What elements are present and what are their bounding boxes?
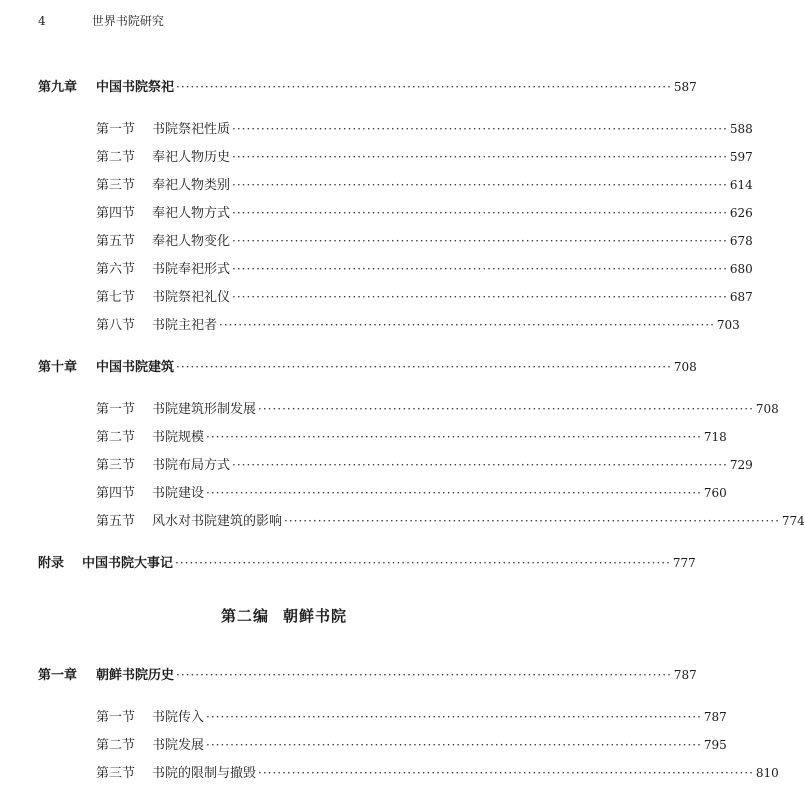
- dot-leader: ·······································································································: [206, 738, 702, 752]
- dot-leader: ·······································································································: [206, 430, 702, 444]
- page-ref: 588: [729, 122, 753, 136]
- toc-appendix-entry[interactable]: [38, 552, 696, 571]
- section-label: 第八节: [96, 318, 136, 333]
- appendix-label: 附录: [38, 556, 65, 571]
- toc-chapter-entry[interactable]: [38, 76, 697, 95]
- toc-section-entry[interactable]: [96, 426, 727, 445]
- section-title: 书院祭祀礼仪: [152, 290, 231, 305]
- dot-leader: ·······································································································: [232, 178, 728, 192]
- toc-chapter-entry[interactable]: [38, 356, 697, 375]
- section-label: 第四节: [96, 486, 136, 501]
- section-title: 奉祀人物类别: [152, 178, 231, 193]
- page-ref: 680: [729, 262, 753, 276]
- section-title: 书院的限制与撤毁: [152, 766, 257, 781]
- toc-section-entry[interactable]: [96, 734, 727, 753]
- section-label: 第六节: [96, 262, 136, 277]
- dot-leader: ·······································································································: [206, 486, 702, 500]
- dot-leader: ·······································································································: [176, 360, 672, 374]
- section-title: 书院祭祀性质: [152, 122, 231, 137]
- section-title: 奉祀人物历史: [152, 150, 231, 165]
- dot-leader: ·······································································································: [232, 262, 728, 276]
- section-label: 第三节: [96, 458, 136, 473]
- section-title: 书院布局方式: [152, 458, 231, 473]
- section-label: 第七节: [96, 290, 136, 305]
- dot-leader: ·······································································································: [258, 766, 754, 780]
- page-ref: 587: [673, 80, 697, 94]
- page-number: 4: [38, 14, 46, 28]
- section-label: 第五节: [96, 514, 136, 529]
- dot-leader: ·······································································································: [232, 458, 728, 472]
- toc-section-entry[interactable]: [96, 454, 753, 473]
- chapter-title: 朝鲜书院历史: [96, 668, 175, 683]
- chapter-title: 中国书院祭祀: [96, 80, 175, 95]
- dot-leader: ·······································································································: [232, 290, 728, 304]
- page-ref: 810: [755, 766, 779, 780]
- toc-section-entry[interactable]: [96, 286, 753, 305]
- chapter-label: 第九章: [38, 80, 78, 95]
- dot-leader: ·······································································································: [232, 150, 728, 164]
- dot-leader: ·······································································································: [219, 318, 715, 332]
- section-label: 第四节: [96, 206, 136, 221]
- page-ref: 708: [755, 402, 779, 416]
- chapter-label: 第一章: [38, 668, 78, 683]
- part-heading: [0, 605, 568, 626]
- page-ref: 597: [729, 150, 753, 164]
- toc-section-entry[interactable]: [96, 398, 779, 417]
- section-title: 书院传入: [152, 710, 205, 725]
- section-label: 第一节: [96, 122, 136, 137]
- toc-section-entry[interactable]: [96, 706, 727, 725]
- page-ref: 777: [672, 556, 696, 570]
- chapter-label: 第十章: [38, 360, 78, 375]
- running-header: [38, 12, 164, 29]
- page-ref: 678: [729, 234, 753, 248]
- section-label: 第二节: [96, 150, 136, 165]
- page-ref: 774: [781, 514, 805, 528]
- dot-leader: ·······································································································: [176, 668, 672, 682]
- dot-leader: ·······································································································: [232, 206, 728, 220]
- section-title: 书院建筑形制发展: [152, 402, 257, 417]
- section-label: 第一节: [96, 402, 136, 417]
- page-ref: 614: [729, 178, 753, 192]
- page-ref: 729: [729, 458, 753, 472]
- dot-leader: ·······································································································: [206, 710, 702, 724]
- toc-section-entry[interactable]: [96, 202, 753, 221]
- section-label: 第一节: [96, 710, 136, 725]
- toc-section-entry[interactable]: [96, 762, 779, 781]
- section-title: 书院奉祀形式: [152, 262, 231, 277]
- dot-leader: ·······································································································: [232, 234, 728, 248]
- section-title: 风水对书院建筑的影响: [152, 514, 283, 529]
- page-ref: 626: [729, 206, 753, 220]
- page-ref: 760: [703, 486, 727, 500]
- page-ref: 708: [673, 360, 697, 374]
- dot-leader: ·······································································································: [232, 122, 728, 136]
- section-title: 书院主祀者: [152, 318, 218, 333]
- toc-section-entry[interactable]: [96, 510, 805, 529]
- page-ref: 687: [729, 290, 753, 304]
- section-label: 第三节: [96, 178, 136, 193]
- chapter-title: 中国书院建筑: [96, 360, 175, 375]
- section-title: 奉祀人物变化: [152, 234, 231, 249]
- page-ref: 787: [673, 668, 697, 682]
- toc-section-entry[interactable]: [96, 146, 753, 165]
- running-title: 世界书院研究: [91, 14, 164, 28]
- page-ref: 718: [703, 430, 727, 444]
- appendix-title: 中国书院大事记: [82, 556, 174, 571]
- section-label: 第二节: [96, 738, 136, 753]
- section-label: 第三节: [96, 766, 136, 781]
- dot-leader: ·······································································································: [176, 80, 672, 94]
- page-ref: 703: [716, 318, 740, 332]
- toc-chapter-entry[interactable]: [38, 664, 697, 683]
- toc-section-entry[interactable]: [96, 230, 753, 249]
- section-label: 第二节: [96, 430, 136, 445]
- part-title-text: 朝鲜书院: [283, 607, 348, 625]
- toc-section-entry[interactable]: [96, 314, 740, 333]
- section-title: 书院发展: [152, 738, 205, 753]
- part-label: 第二编: [220, 607, 269, 625]
- toc-section-entry[interactable]: [96, 258, 753, 277]
- section-title: 书院建设: [152, 486, 205, 501]
- page-ref: 795: [703, 738, 727, 752]
- dot-leader: ·······································································································: [258, 402, 754, 416]
- dot-leader: ·······································································································: [284, 514, 780, 528]
- page-ref: 787: [703, 710, 727, 724]
- section-title: 奉祀人物方式: [152, 206, 231, 221]
- section-title: 书院规模: [152, 430, 205, 445]
- dot-leader: ·······································································································: [175, 556, 671, 570]
- toc-section-entry[interactable]: [96, 482, 727, 501]
- toc-section-entry[interactable]: [96, 174, 753, 193]
- section-label: 第五节: [96, 234, 136, 249]
- toc-section-entry[interactable]: [96, 118, 753, 137]
